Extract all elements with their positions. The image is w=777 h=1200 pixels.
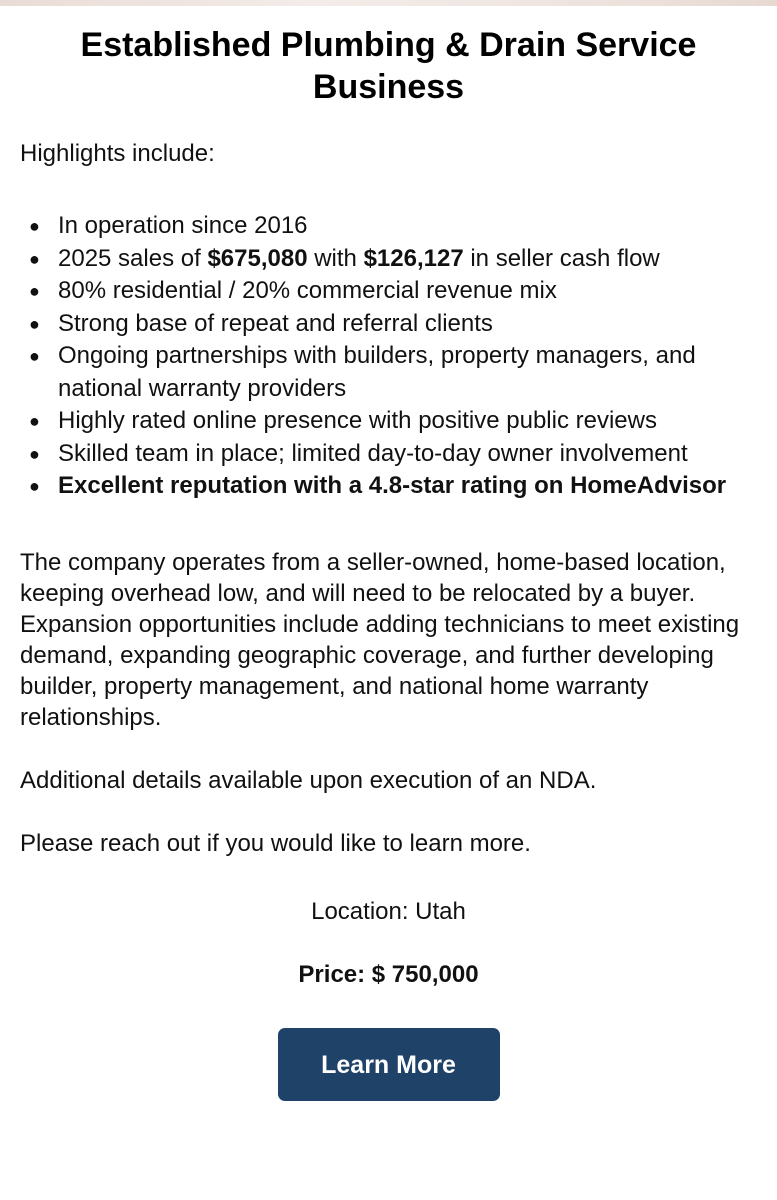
highlights-list	[20, 210, 757, 503]
bullet-icon: ●	[29, 476, 40, 496]
highlight-item	[29, 405, 757, 438]
bullet-icon: ●	[29, 216, 40, 236]
bullet-icon: ●	[29, 248, 40, 269]
highlight-bold-text: $126,127	[363, 244, 464, 272]
price-text: Price: $ 750,000	[298, 960, 479, 988]
highlight-text: 80% residential / 20% commercial revenue mix	[58, 277, 557, 304]
highlight-text: Skilled team in place; limited day-to-day owner involvement	[58, 439, 688, 467]
description-paragraph: The company operates from a seller-owned, home-based location, keeping overhead low, and will need to be relocated by a buyer. Expansion opportunities include adding technicians to meet existing demand, expanding geographic coverage, and further developing builder, property management, and national home warranty relationships.	[20, 548, 740, 731]
highlight-item	[29, 308, 757, 341]
reach-out-text: Please reach out if you would like to learn more.	[20, 829, 531, 857]
learn-more-button[interactable]: Learn More	[278, 1028, 500, 1101]
highlight-bold-text: $675,080	[207, 244, 308, 272]
nda-note: Additional details available upon execution of an NDA.	[20, 766, 597, 794]
highlight-item	[29, 438, 757, 471]
bullet-icon: ●	[29, 346, 40, 366]
highlight-item	[29, 243, 757, 276]
bullet-icon: ●	[29, 281, 40, 301]
location-text: Location: Utah	[311, 897, 466, 925]
listing-title: Established Plumbing & Drain Service Business	[80, 26, 697, 106]
highlight-bold-text: Excellent reputation with a 4.8-star rating on HomeAdvisor	[58, 472, 727, 499]
highlight-item	[29, 470, 757, 503]
highlight-item	[29, 340, 757, 405]
bullet-icon: ●	[29, 411, 40, 431]
top-border-strip	[0, 0, 777, 6]
highlight-text: with	[307, 244, 364, 272]
highlight-item	[29, 210, 757, 243]
highlight-text: Strong base of repeat and referral clients	[58, 309, 493, 337]
highlight-text: in seller cash flow	[463, 244, 660, 272]
highlight-text: In operation since 2016	[58, 212, 308, 239]
listing-content	[20, 24, 757, 1101]
button-wrapper	[20, 1028, 757, 1101]
highlights-intro: Highlights include:	[20, 140, 215, 167]
highlight-text: 2025 sales of	[58, 244, 208, 272]
highlight-item	[29, 275, 757, 308]
highlight-text: Highly rated online presence with positive public reviews	[58, 407, 657, 434]
bullet-icon: ●	[29, 443, 40, 464]
highlight-text: Ongoing partnerships with builders, property managers, and national warranty providers	[58, 342, 696, 402]
bullet-icon: ●	[29, 313, 40, 334]
